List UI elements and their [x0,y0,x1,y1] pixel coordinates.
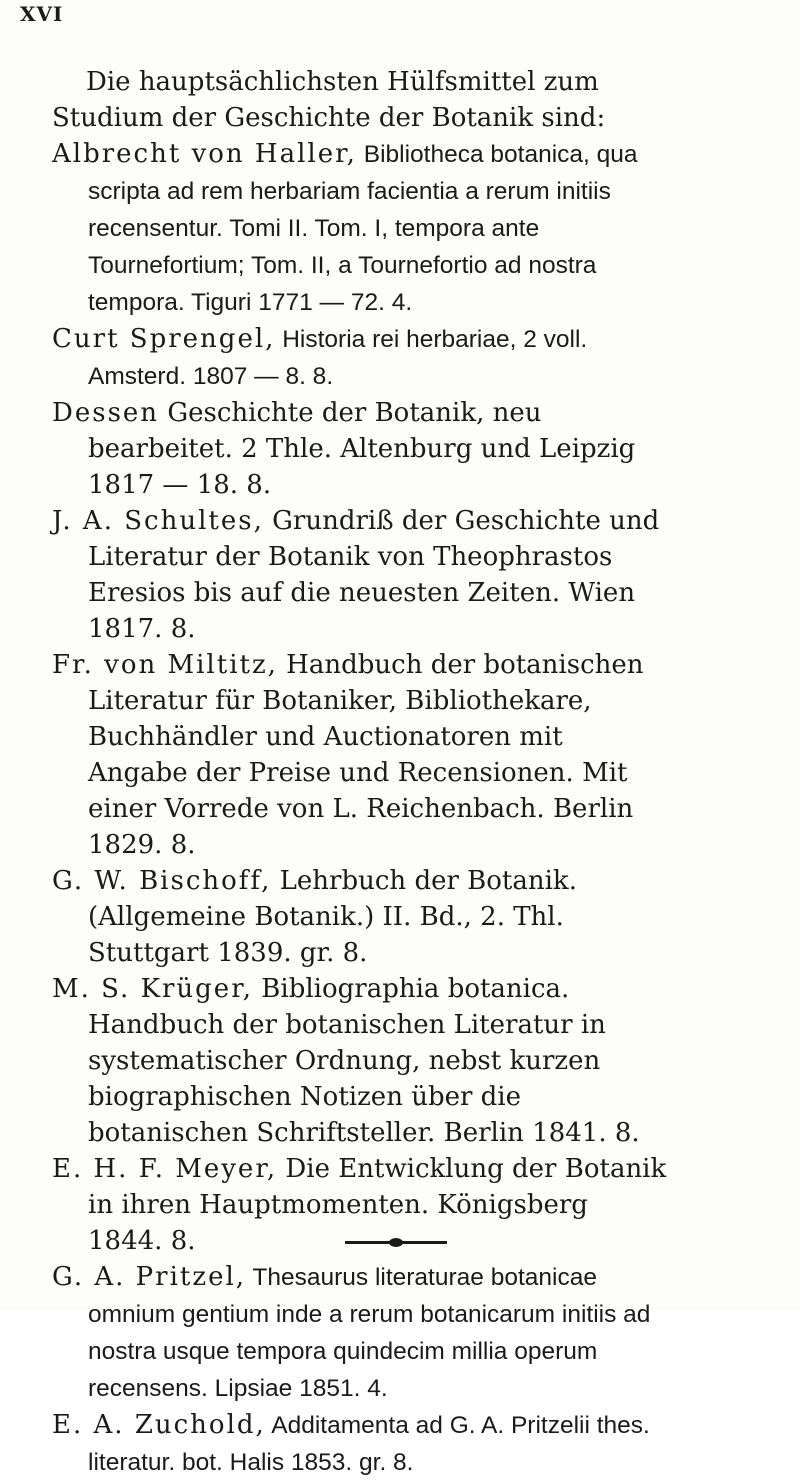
entry-text: Handbuch der botanischen Literatur für Botaniker, Bibliothekare, Buchhändler und Auctionatoren mit Angabe der Preise und Recensionen. Mit einer Vorrede von L. Reichenbach. Berlin 1829. 8. [88,650,644,860]
bibliography-entry [0,136,800,321]
entry-author: M. S. Krüger, [52,974,254,1004]
end-ornament-rule [345,1241,447,1244]
bibliography-entry [0,971,800,1151]
entry-text: Geschichte der Botanik, neu bearbeitet. 2 Thle. Altenburg und Leipzig 1817 — 18. 8. [88,398,636,500]
entry-author: G. W. Bischoff, [52,866,272,896]
entry-text: Historia rei herbariae, 2 voll. Amsterd. 1807 — 8. 8. [88,326,588,390]
entry-author: Dessen [52,398,160,428]
entry-text: Grundriß der Geschichte und Literatur der Botanik von Theophrastos Eresios bis auf die neuesten Zeiten. Wien 1817. 8. [88,506,660,644]
entry-author: Curt Sprengel, [52,324,276,354]
bibliography-entry [0,1407,800,1481]
entry-author: Fr. von Miltitz, [52,650,278,680]
bibliography-entry [0,395,800,503]
entry-text: Additamenta ad G. A. Pritzelii thes. literatur. bot. Halis 1853. gr. 8. [88,1412,650,1476]
bibliography-entry [0,863,800,971]
entry-author: J. A. Schultes, [52,506,264,536]
entry-text: Thesaurus literaturae botanicae omnium gentium inde a rerum botanicarum initiis ad nostra usque tempora quindecim millia operum recensens. Lipsiae 1851. 4. [88,1264,651,1402]
entry-text: Die Entwicklung der Botanik in ihren Hauptmomenten. Königsberg 1844. 8. [88,1154,667,1256]
entry-author: E. H. F. Meyer, [52,1154,278,1184]
text-block [0,64,800,1481]
bibliography-entry [0,1259,800,1407]
bibliography-entry [0,647,800,863]
entry-text: Bibliographia botanica. Handbuch der botanischen Literatur in systematischer Ordnung, nebst kurzen biographischen Notizen über die botanischen Schriftsteller. Berlin 1841. 8. [88,974,640,1148]
entry-text: Lehrbuch der Botanik. (Allgemeine Botanik.) II. Bd., 2. Thl. Stuttgart 1839. gr. 8. [88,866,577,968]
page-number: XVI [20,2,64,26]
bibliography-list [0,136,800,1481]
bibliography-entry [0,321,800,395]
entry-author: Albrecht von Haller, [52,139,357,169]
bibliography-entry [0,503,800,647]
entry-author: E. A. Zuchold, [52,1410,266,1440]
entry-text: Bibliotheca botanica, qua scripta ad rem herbariam facientia a rerum initiis recensentur. Tomi II. Tom. I, tempora ante Tournefortium; Tom. II, a Tournefortio ad nostra tempora. Tiguri 1771 — 72. 4. [88,141,638,316]
intro-paragraph: Die hauptsächlichsten Hülfsmittel zum Studium der Geschichte der Botanik sind: [52,67,606,133]
entry-author: G. A. Pritzel, [52,1262,247,1292]
